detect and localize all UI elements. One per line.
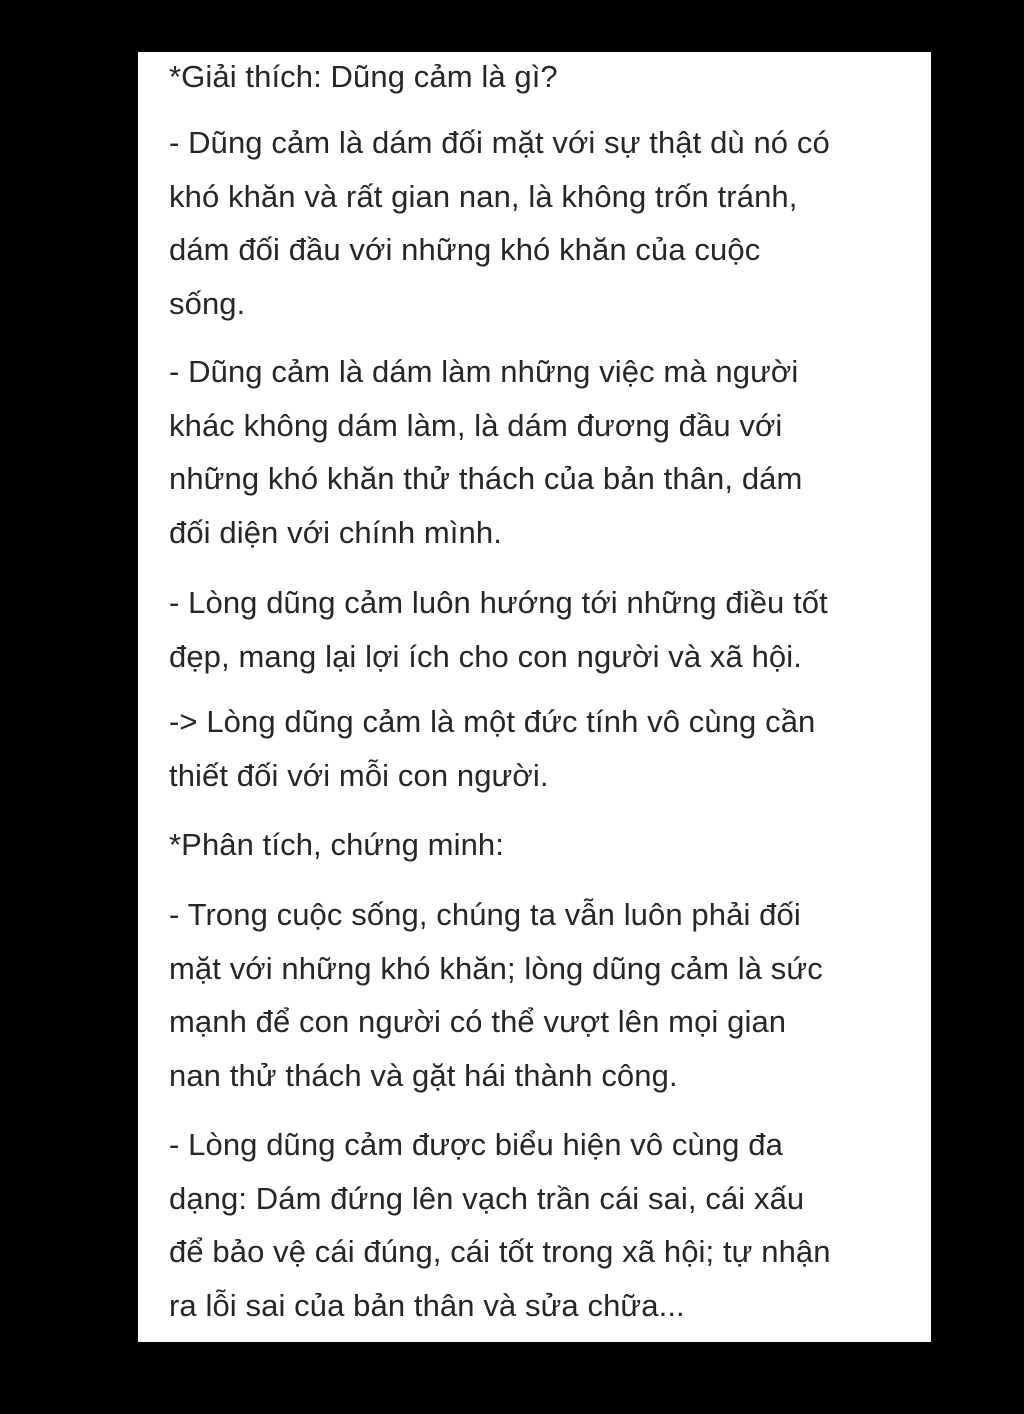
text-line: mạnh để con người có thể vượt lên mọi gian [169,1004,787,1039]
text-line: sống. [169,285,246,321]
text-line: - Dũng cảm là dám đối mặt với sự thật dù nó có [169,125,830,160]
text-line: - Lòng dũng cảm được biểu hiện vô cùng đa [169,1127,783,1162]
text-line: nan thử thách và gặt hái thành công. [169,1057,678,1093]
paragraph-analysis-1 [169,888,901,1102]
text-line: để bảo vệ cái đúng, cái tốt trong xã hội; tự nhận [169,1234,831,1269]
text-line: mặt với những khó khăn; lòng dũng cảm là sức [169,950,823,986]
text-line: - Dũng cảm là dám làm những việc mà người [169,354,799,389]
text-line: đối diện với chính mình. [169,514,502,550]
text-line: ra lỗi sai của bản thân và sửa chữa... [169,1287,685,1323]
text-line: -> Lòng dũng cảm là một đức tính vô cùng cần [169,704,816,739]
text-line: *Phân tích, chứng minh: [169,827,504,862]
text-line: khác không dám làm, là dám đương đầu với [169,407,783,443]
text-line: dám đối đầu với những khó khăn của cuộc [169,232,761,267]
heading-analysis [169,818,901,872]
text-line: thiết đối với mỗi con người. [169,757,549,793]
text-line: khó khăn và rất gian nan, là không trốn tránh, [169,178,798,214]
text-line: - Trong cuộc sống, chúng ta vẫn luôn phải đối [169,897,801,932]
paragraph-definition-2 [169,345,901,559]
document-page [138,52,931,1342]
paragraph-analysis-2 [169,1118,901,1332]
text-line: *Giải thích: Dũng cảm là gì? [169,59,558,94]
paragraph-definition-3 [169,576,901,683]
text-line: những khó khăn thử thách của bản thân, dám [169,461,803,496]
heading-explanation [169,52,558,104]
paragraph-definition-1 [169,116,901,330]
text-line: - Lòng dũng cảm luôn hướng tới những điều tốt [169,585,828,620]
text-line: dạng: Dám đứng lên vạch trần cái sai, cái xấu [169,1180,805,1216]
paragraph-conclusion [169,695,901,802]
text-line: đẹp, mang lại lợi ích cho con người và xã hội. [169,638,802,674]
